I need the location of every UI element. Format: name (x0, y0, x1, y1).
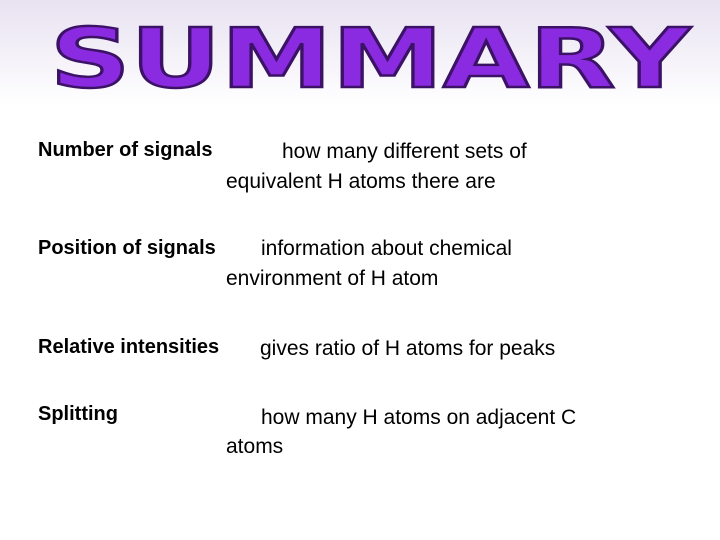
item-label-relative-intensities: Relative intensities (38, 336, 220, 358)
item-desc-splitting-line2: atoms (226, 435, 284, 458)
item-desc-number-of-signals-line2: equivalent H atoms there are (226, 170, 496, 193)
item-desc-splitting-line1: how many H atoms on adjacent C (261, 406, 577, 429)
item-label-splitting: Splitting (38, 403, 118, 425)
item-desc-position-of-signals-line2: environment of H atom (226, 267, 439, 290)
title-banner (0, 0, 720, 106)
item-desc-number-of-signals-line1: how many different sets of (282, 140, 527, 163)
item-label-position-of-signals: Position of signals (38, 237, 216, 259)
item-label-number-of-signals: Number of signals (38, 139, 213, 161)
title-art (0, 0, 720, 106)
slide-title: SUMMARY (50, 12, 693, 106)
item-desc-relative-intensities-line1: gives ratio of H atoms for peaks (260, 337, 556, 360)
item-desc-position-of-signals-line1: information about chemical (261, 237, 512, 260)
